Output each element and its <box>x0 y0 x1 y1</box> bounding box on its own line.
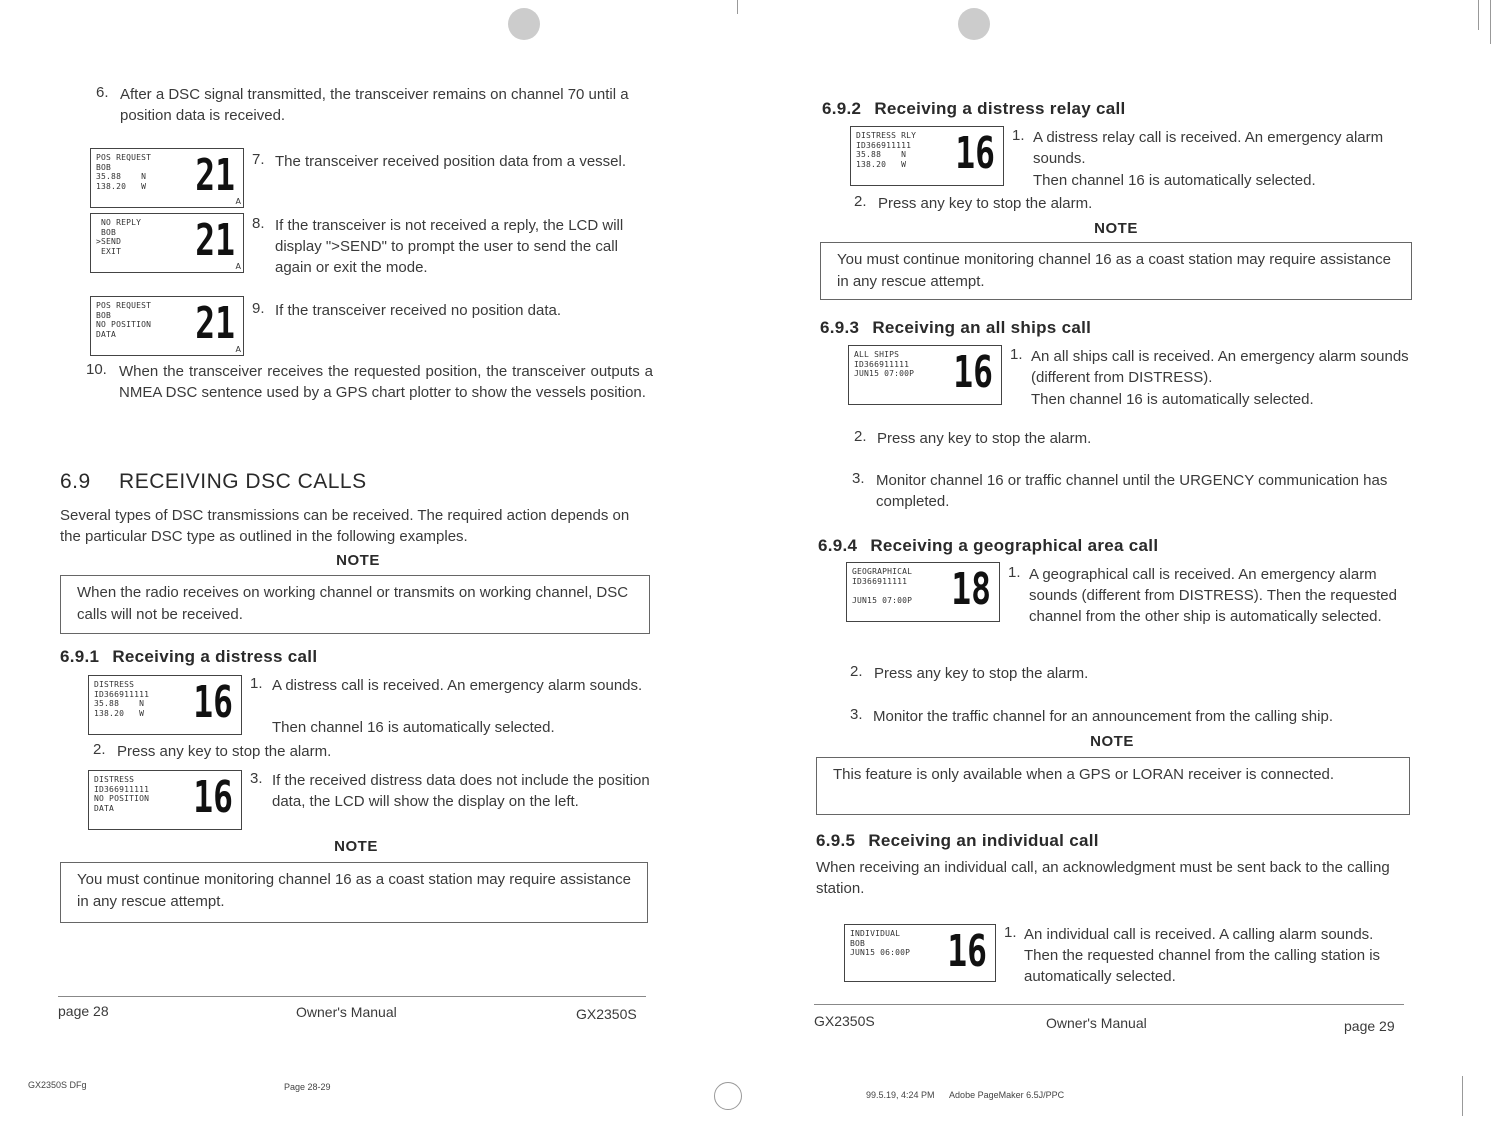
g1-text: A geographical call is received. An emergency alarm sounds (different from DISTRESS). Then the requested channel from the other ship is automatically selected. <box>1029 566 1397 625</box>
lcd-channel: 18 <box>951 564 991 615</box>
subsection-title: Receiving a distress call <box>112 647 318 666</box>
lcd-text: ALL SHIPS ID366911111 JUN15 07:00P <box>854 350 915 378</box>
note-box: When the radio receives on working channel or transmits on working channel, DSC calls will not be received. <box>60 575 650 634</box>
crop-mark-top-right-2 <box>1490 0 1491 44</box>
item10-number: 10. <box>86 361 107 378</box>
lcd-individual <box>844 924 996 982</box>
lcd-text: INDIVIDUAL BOB JUN15 06:00P <box>850 929 911 957</box>
slug-pages: Page 28-29 <box>284 1082 331 1092</box>
i1-text: An individual call is received. A calling alarm sounds. Then the requested channel from the calling station is automatically selected. <box>1024 926 1381 985</box>
crop-mark-bottom-center <box>714 1082 742 1110</box>
lcd-no-reply <box>90 213 244 273</box>
lcd-sub: A <box>235 345 241 354</box>
subsection-number: 6.9.3 <box>820 318 860 337</box>
crop-mark-top-right <box>1478 0 1479 30</box>
section-intro: Several types of DSC transmissions can be received. The required action depends on the particular DSC type as outlined in the following examples. <box>60 507 630 545</box>
subsection-number: 6.9.4 <box>818 536 858 555</box>
item7-text: The transceiver received position data from a vessel. <box>275 153 626 170</box>
footer-manual: Owner's Manual <box>1046 1015 1147 1031</box>
item6-number: 6. <box>96 84 109 101</box>
note-label: NOTE <box>1094 220 1138 237</box>
g2-number: 2. <box>850 663 863 680</box>
subsection-number: 6.9.2 <box>822 99 862 118</box>
g2-text: Press any key to stop the alarm. <box>874 665 1089 682</box>
footer-rule <box>58 996 646 997</box>
subsection-heading <box>820 318 1091 338</box>
lcd-text: POS REQUEST BOB 35.88 N 138.20 W <box>96 153 152 191</box>
i1-number: 1. <box>1004 924 1017 941</box>
lcd-text: DISTRESS ID366911111 35.88 N 138.20 W <box>94 680 150 718</box>
lcd-channel: 21 <box>195 298 235 349</box>
subsection-number: 6.9.1 <box>60 647 100 666</box>
lcd-text: DISTRESS RLY ID366911111 35.88 N 138.20 W <box>856 131 917 169</box>
d2-text: Press any key to stop the alarm. <box>117 743 332 760</box>
slug-file: GX2350S DFg <box>28 1080 87 1090</box>
r1-text2: Then channel 16 is automatically selected. <box>1033 172 1316 189</box>
a2-text: Press any key to stop the alarm. <box>877 430 1092 447</box>
subsection-title: Receiving an individual call <box>868 831 1099 850</box>
d1-text: A distress call is received. An emergency alarm sounds. <box>272 677 643 694</box>
d1-number: 1. <box>250 675 263 692</box>
section-number: 6.9 <box>60 470 91 493</box>
footer-model: GX2350S <box>814 1013 875 1029</box>
lcd-channel: 21 <box>195 215 235 266</box>
lcd-text: NO REPLY BOB >SEND EXIT <box>96 218 142 256</box>
r1-text: A distress relay call is received. An emergency alarm sounds. <box>1033 129 1384 167</box>
subsection-title: Receiving an all ships call <box>872 318 1092 337</box>
g1-number: 1. <box>1008 564 1021 581</box>
lcd-geographical <box>846 562 1000 622</box>
subsection-title: Receiving a geographical area call <box>870 536 1159 555</box>
footer-model: GX2350S <box>576 1006 637 1022</box>
lcd-text: DISTRESS ID366911111 NO POSITION DATA <box>94 775 150 813</box>
subsection-number: 6.9.5 <box>816 831 856 850</box>
subsection-heading <box>816 831 1099 851</box>
d2-number: 2. <box>93 741 106 758</box>
item9-number: 9. <box>252 300 265 317</box>
a1-number: 1. <box>1010 346 1023 363</box>
footer-manual: Owner's Manual <box>296 1004 397 1020</box>
r1-number: 1. <box>1012 127 1025 144</box>
lcd-pos-request <box>90 148 244 208</box>
lcd-channel: 16 <box>193 677 233 728</box>
lcd-channel: 16 <box>955 128 995 179</box>
note-box: You must continue monitoring channel 16 as a coast station may require assistance in any rescue attempt. <box>820 242 1412 300</box>
item6-text: After a DSC signal transmitted, the transceiver remains on channel 70 until a position data is received. <box>120 86 629 124</box>
lcd-no-position <box>90 296 244 356</box>
crop-mark-bottom-right <box>1462 1076 1463 1116</box>
lcd-distress <box>88 675 242 735</box>
item8-text: If the transceiver is not received a reply, the LCD will display ">SEND" to prompt the user to send the call again or exit the mode. <box>275 217 624 276</box>
item10-text: When the transceiver receives the requested position, the transceiver outputs a NMEA DSC sentence used by a GPS chart plotter to show the vessels position. <box>119 363 653 401</box>
a3-text: Monitor channel 16 or traffic channel until the URGENCY communication has completed. <box>876 472 1388 510</box>
note-label: NOTE <box>336 552 380 569</box>
footer-page: page 28 <box>58 1003 109 1019</box>
slug-timestamp: 99.5.19, 4:24 PM Adobe PageMaker 6.5J/PPC <box>866 1090 1065 1100</box>
note-label: NOTE <box>334 838 378 855</box>
subsection-title: Receiving a distress relay call <box>874 99 1126 118</box>
section-title: RECEIVING DSC CALLS <box>119 470 367 493</box>
r2-text: Press any key to stop the alarm. <box>878 195 1093 212</box>
lcd-distress-relay <box>850 126 1004 186</box>
subsection-heading <box>60 647 317 667</box>
g3-text: Monitor the traffic channel for an announcement from the calling ship. <box>873 708 1333 725</box>
item8-number: 8. <box>252 215 265 232</box>
lcd-channel: 16 <box>953 347 993 398</box>
lcd-text: GEOGRAPHICAL ID366911111 JUN15 07:00P <box>852 567 913 605</box>
lcd-sub: A <box>235 262 241 271</box>
registration-dot-left <box>508 8 540 40</box>
subsection-heading <box>818 536 1158 556</box>
g3-number: 3. <box>850 706 863 723</box>
lcd-sub: A <box>235 197 241 206</box>
subsection-heading <box>822 99 1126 119</box>
lcd-channel: 16 <box>947 926 987 977</box>
a1-text2: Then channel 16 is automatically selected. <box>1031 391 1314 408</box>
subsection-intro: When receiving an individual call, an acknowledgment must be sent back to the calling station. <box>816 859 1390 897</box>
r2-number: 2. <box>854 193 867 210</box>
crop-mark-top <box>737 0 738 14</box>
a2-number: 2. <box>854 428 867 445</box>
d3-number: 3. <box>250 770 263 787</box>
lcd-distress-no-position <box>88 770 242 830</box>
footer-page: page 29 <box>1344 1018 1395 1034</box>
a1-text: An all ships call is received. An emergency alarm sounds (different from DISTRESS). <box>1031 348 1409 386</box>
a3-number: 3. <box>852 470 865 487</box>
d1-text2: Then channel 16 is automatically selected. <box>272 719 555 736</box>
lcd-channel: 16 <box>193 772 233 823</box>
item9-text: If the transceiver received no position data. <box>275 302 561 319</box>
lcd-text: POS REQUEST BOB NO POSITION DATA <box>96 301 152 339</box>
lcd-all-ships <box>848 345 1002 405</box>
section-heading <box>60 470 367 494</box>
d3-text: If the received distress data does not include the position data, the LCD will show the display on the left. <box>272 772 650 810</box>
note-box: This feature is only available when a GPS or LORAN receiver is connected. <box>816 757 1410 815</box>
lcd-channel: 21 <box>195 150 235 201</box>
footer-rule <box>814 1004 1404 1005</box>
item7-number: 7. <box>252 151 265 168</box>
note-box: You must continue monitoring channel 16 as a coast station may require assistance in any rescue attempt. <box>60 862 648 923</box>
note-label: NOTE <box>1090 733 1134 750</box>
registration-dot-right <box>958 8 990 40</box>
